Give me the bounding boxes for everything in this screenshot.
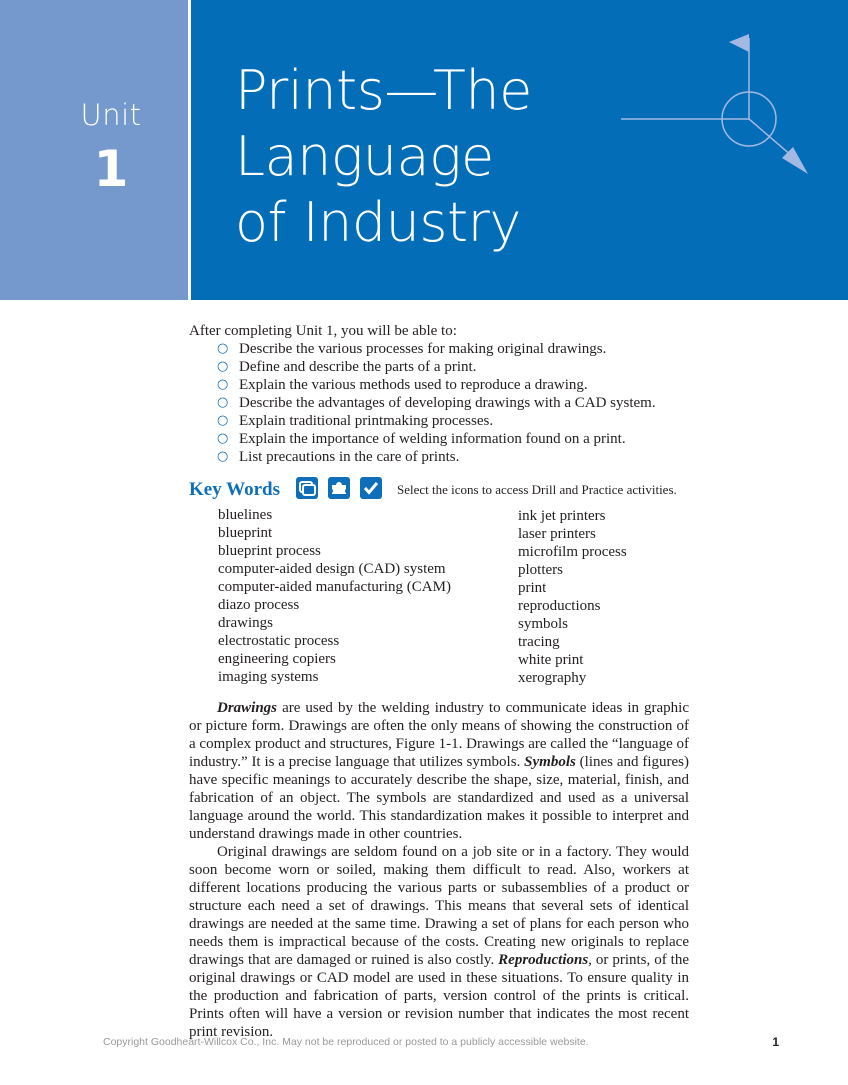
key-words-title: Key Words bbox=[189, 479, 280, 500]
key-word: computer-aided design (CAD) system bbox=[218, 561, 446, 577]
paragraph: Drawings are used by the welding industry to communicate ideas in graphic or picture form. Drawings are often the only means of showing the construction of a complex product and structures, Figure 1-1. Drawings are called the “language of industry.” It is a precise language that utilizes symbols. Symbols (lines and figures) have specific meanings to accurately describe the shape, size, material, finish, and fabrication of an object. The symbols are standardized and used as a universal language around the world. This standardization makes it possible to interpret and understand drawings made in other countries. bbox=[189, 700, 689, 842]
page-number: 1 bbox=[772, 1035, 779, 1049]
copyright-notice: Copyright Goodheart-Willcox Co., Inc. May not be reproduced or posted to a publicly accessible website. bbox=[103, 1036, 589, 1048]
key-word: reproductions bbox=[518, 598, 601, 614]
circle-bullet-icon: ○ bbox=[217, 449, 229, 464]
key-words-header bbox=[189, 477, 749, 505]
title-line: Language bbox=[235, 125, 494, 188]
key-word: laser printers bbox=[518, 526, 596, 542]
puzzle-icon[interactable] bbox=[328, 477, 350, 499]
circle-bullet-icon: ○ bbox=[217, 413, 229, 428]
key-words-left-column bbox=[218, 506, 451, 686]
objectives-list bbox=[189, 340, 689, 466]
key-term: Reproductions bbox=[498, 952, 589, 968]
key-word: drawings bbox=[218, 615, 273, 631]
key-word: white print bbox=[518, 652, 584, 668]
unit-label: Unit bbox=[80, 98, 142, 132]
key-word: print bbox=[518, 580, 547, 596]
circle-bullet-icon: ○ bbox=[217, 395, 229, 410]
key-word: microfilm process bbox=[518, 544, 627, 560]
key-word: symbols bbox=[518, 616, 569, 632]
circle-bullet-icon: ○ bbox=[217, 377, 229, 392]
circle-bullet-icon: ○ bbox=[217, 431, 229, 446]
objective-item: ○ Describe the advantages of developing drawings with a CAD system. bbox=[217, 395, 656, 411]
key-word: blueprint bbox=[218, 525, 273, 541]
key-word: diazo process bbox=[218, 597, 300, 613]
key-term: Symbols bbox=[524, 754, 576, 770]
objective-item: ○ Explain the importance of welding information found on a print. bbox=[217, 431, 626, 447]
circle-bullet-icon: ○ bbox=[217, 359, 229, 374]
title-line: Prints—The bbox=[235, 59, 532, 122]
drafting-symbol-icon bbox=[600, 20, 848, 200]
key-word: imaging systems bbox=[218, 669, 319, 685]
page-footer bbox=[103, 1036, 779, 1048]
key-word: bluelines bbox=[218, 507, 273, 523]
key-word: xerography bbox=[518, 670, 587, 686]
flashcards-icon[interactable] bbox=[296, 477, 318, 499]
key-word: blueprint process bbox=[218, 543, 321, 559]
objective-item: ○ List precautions in the care of prints. bbox=[217, 449, 460, 465]
circle-bullet-icon: ○ bbox=[217, 341, 229, 356]
paragraph: Original drawings are seldom found on a job site or in a factory. They would soon become worn or soiled, making them difficult to read. Also, workers at different locations producing the various parts or subassemblies of a product or structure each need a set of drawings. This means that several sets of identical drawings are needed at the same time. Drawing a set of plans for each person who needs them is impractical because of the costs. Creating new originals to replace drawings that are damaged or ruined is also costly. Reproductions, or prints, of the original drawings or CAD model are used in these situations. To ensure quality in the production and fabrication of parts, version control of the prints is critical. Prints often will have a version or revision number that indicates the most recent print revision. bbox=[189, 844, 689, 1040]
checkmark-icon[interactable] bbox=[360, 477, 382, 499]
key-word: plotters bbox=[518, 562, 563, 578]
objective-item: ○ Define and describe the parts of a print. bbox=[217, 359, 477, 375]
unit-title bbox=[235, 58, 532, 256]
unit-panel bbox=[0, 0, 188, 300]
objectives-section bbox=[189, 322, 689, 466]
objective-item: ○ Explain the various methods used to reproduce a drawing. bbox=[217, 377, 588, 393]
key-term: Drawings bbox=[217, 700, 278, 716]
unit-header bbox=[0, 0, 848, 300]
objective-item: ○ Describe the various processes for making original drawings. bbox=[217, 341, 607, 357]
body-text bbox=[189, 699, 689, 1041]
key-words-right-column bbox=[518, 507, 627, 687]
key-word: electrostatic process bbox=[218, 633, 340, 649]
key-word: ink jet printers bbox=[518, 508, 606, 524]
key-word: tracing bbox=[518, 634, 560, 650]
title-line: of Industry bbox=[235, 191, 521, 254]
objectives-intro: After completing Unit 1, you will be able to: bbox=[189, 323, 457, 339]
key-word: engineering copiers bbox=[218, 651, 336, 667]
key-word: computer-aided manufacturing (CAM) bbox=[218, 579, 451, 595]
key-words-note: Select the icons to access Drill and Practice activities. bbox=[397, 482, 677, 497]
objective-item: ○ Explain traditional printmaking processes. bbox=[217, 413, 494, 429]
unit-number: 1 bbox=[93, 140, 129, 198]
